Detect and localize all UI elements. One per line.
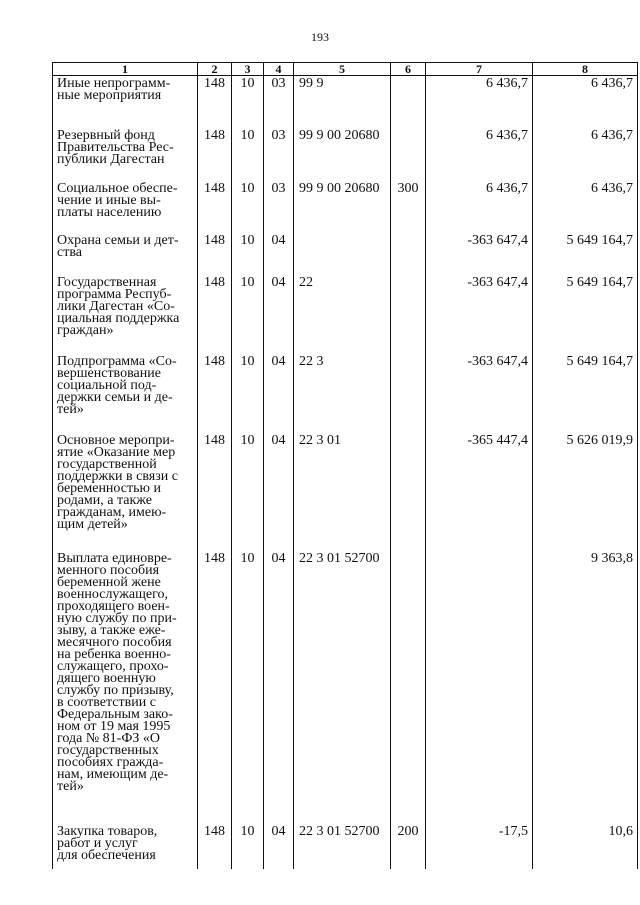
cell-col8	[533, 76, 638, 128]
cell-col7-text: -365 447,4	[467, 432, 528, 448]
column-header: 8	[533, 63, 638, 76]
cell-col4	[264, 76, 294, 128]
row-name-text: Государственная программа Респуб- лики Дагестан «Со- циальная поддержка граждан»	[57, 274, 180, 338]
cell-col4	[264, 551, 294, 824]
cell-col6	[391, 76, 426, 128]
column-header: 7	[426, 63, 533, 76]
cell-col5-text: 22 3 01	[299, 432, 341, 448]
row-name-text: Резервный фонд Правительства Рес- публики Дагестан	[57, 127, 174, 167]
cell-col3-text: 10	[240, 180, 255, 196]
cell-col4	[264, 824, 294, 869]
cell-col2	[198, 824, 232, 869]
cell-col6-text	[391, 128, 425, 130]
cell-col3-text: 10	[240, 353, 255, 369]
cell-col5-text: 22 3 01 52700	[299, 823, 380, 839]
cell-col6-text	[391, 275, 425, 277]
column-header: 6	[391, 63, 426, 76]
cell-col4-text: 04	[271, 232, 286, 248]
cell-col3-text: 10	[240, 432, 255, 448]
cell-col3-text: 10	[240, 127, 255, 143]
cell-col7-text: -363 647,4	[467, 353, 528, 369]
column-header: 1	[53, 63, 198, 76]
cell-col8	[533, 433, 638, 551]
cell-col3	[232, 76, 264, 128]
cell-col5-text: 22	[299, 274, 313, 290]
cell-col6-text	[391, 551, 425, 553]
cell-col3-text: 10	[240, 823, 255, 839]
cell-col8-text: 5 649 164,7	[566, 232, 633, 248]
cell-col8	[533, 551, 638, 824]
row-name	[53, 181, 198, 233]
cell-col2-text: 148	[204, 823, 225, 839]
row-name	[53, 551, 198, 824]
cell-col2-text: 148	[204, 432, 225, 448]
cell-col7	[426, 275, 533, 354]
row-name	[53, 354, 198, 433]
cell-col6-text	[391, 354, 425, 356]
cell-col7-text: -363 647,4	[467, 274, 528, 290]
row-name-text: Выплата единовре- менного пособия беременной жене военнослужащего, проходящего воен- ную службу по при- зыву, а также еже- месячного пособия на ребенка военно- служащего, прохо- дящего военную службу по призыву, в соответствии с Федеральным зако- ном от 19 мая 1995 года № 81-ФЗ «О государственных пособиях гражда- нам, имеющим де- тей»	[57, 550, 177, 794]
cell-col2-text: 148	[204, 274, 225, 290]
cell-col8	[533, 181, 638, 233]
table-row	[53, 551, 638, 824]
cell-col7	[426, 354, 533, 433]
cell-col6-text	[391, 233, 425, 235]
cell-col4-text: 03	[271, 76, 286, 91]
row-name	[53, 76, 198, 128]
row-name	[53, 233, 198, 275]
cell-col4	[264, 181, 294, 233]
cell-col3-text: 10	[240, 550, 255, 566]
cell-col4-text: 04	[271, 823, 286, 839]
cell-col6	[391, 275, 426, 354]
page-number: 193	[311, 30, 329, 44]
table-row	[53, 76, 638, 128]
table-row	[53, 354, 638, 433]
cell-col4-text: 04	[271, 550, 286, 566]
cell-col3-text: 10	[240, 274, 255, 290]
cell-col3	[232, 824, 264, 869]
cell-col7	[426, 551, 533, 824]
cell-col2	[198, 433, 232, 551]
cell-col8-text: 5 649 164,7	[566, 353, 633, 369]
cell-col3-text: 10	[240, 76, 255, 91]
cell-col2	[198, 181, 232, 233]
cell-col8-text: 5 626 019,9	[566, 432, 633, 448]
cell-col2-text: 148	[204, 127, 225, 143]
cell-col5	[294, 551, 391, 824]
column-header: 5	[294, 63, 391, 76]
cell-col6	[391, 433, 426, 551]
cell-col3	[232, 354, 264, 433]
cell-col3	[232, 181, 264, 233]
table-row	[53, 233, 638, 275]
cell-col8	[533, 128, 638, 181]
cell-col6	[391, 233, 426, 275]
table-row	[53, 275, 638, 354]
cell-col4	[264, 128, 294, 181]
cell-col4-text: 04	[271, 432, 286, 448]
table-row	[53, 433, 638, 551]
row-name	[53, 275, 198, 354]
cell-col4-text: 03	[271, 127, 286, 143]
cell-col7-text: 6 436,7	[486, 127, 528, 143]
cell-col4-text: 03	[271, 180, 286, 196]
row-name	[53, 128, 198, 181]
cell-col4	[264, 275, 294, 354]
cell-col6	[391, 551, 426, 824]
cell-col8-text: 6 436,7	[591, 127, 633, 143]
row-name-text: Иные непрограмм- ные мероприятия	[57, 76, 171, 103]
cell-col5-text	[299, 233, 390, 235]
row-name	[53, 824, 198, 869]
cell-col3	[232, 128, 264, 181]
cell-col7-text: 6 436,7	[486, 76, 528, 91]
cell-col5	[294, 128, 391, 181]
cell-col6	[391, 181, 426, 233]
cell-col5	[294, 233, 391, 275]
cell-col2-text: 148	[204, 550, 225, 566]
cell-col7	[426, 233, 533, 275]
cell-col3	[232, 275, 264, 354]
cell-col6	[391, 824, 426, 869]
column-header: 4	[264, 63, 294, 76]
cell-col3	[232, 551, 264, 824]
cell-col2	[198, 128, 232, 181]
header-row	[53, 63, 638, 76]
table-row	[53, 128, 638, 181]
table-row	[53, 181, 638, 233]
cell-col4-text: 04	[271, 274, 286, 290]
cell-col7	[426, 433, 533, 551]
cell-col3	[232, 233, 264, 275]
column-header: 3	[232, 63, 264, 76]
cell-col7	[426, 128, 533, 181]
cell-col5-text: 99 9	[299, 76, 324, 91]
cell-col5	[294, 76, 391, 128]
cell-col6-text: 200	[397, 823, 419, 839]
cell-col5	[294, 275, 391, 354]
cell-col5	[294, 181, 391, 233]
cell-col8	[533, 354, 638, 433]
cell-col6-text: 300	[397, 180, 419, 196]
cell-col2-text: 148	[204, 232, 225, 248]
cell-col5-text: 99 9 00 20680	[299, 127, 380, 143]
cell-col2	[198, 354, 232, 433]
cell-col7	[426, 181, 533, 233]
cell-col5-text: 22 3 01 52700	[299, 550, 380, 566]
cell-col5	[294, 824, 391, 869]
cell-col8-text: 6 436,7	[591, 76, 633, 91]
cell-col6-text	[391, 433, 425, 435]
cell-col6	[391, 354, 426, 433]
cell-col8	[533, 275, 638, 354]
cell-col6	[391, 128, 426, 181]
cell-col2	[198, 551, 232, 824]
cell-col8-text: 10,6	[608, 823, 633, 839]
cell-col2-text: 148	[204, 180, 225, 196]
cell-col7-text: 6 436,7	[486, 180, 528, 196]
cell-col2-text: 148	[204, 76, 225, 91]
cell-col5-text: 99 9 00 20680	[299, 180, 380, 196]
cell-col4	[264, 233, 294, 275]
cell-col7-text: -17,5	[498, 823, 528, 839]
cell-col8-text: 9 363,8	[591, 550, 633, 566]
cell-col7-text	[426, 551, 528, 553]
cell-col7-text: -363 647,4	[467, 232, 528, 248]
row-name-text: Охрана семьи и дет- ства	[57, 232, 179, 260]
cell-col3-text: 10	[240, 232, 255, 248]
row-name	[53, 433, 198, 551]
row-name-text: Социальное обеспе- чение и иные вы- платы населению	[57, 180, 178, 220]
budget-table	[52, 62, 638, 869]
cell-col2	[198, 275, 232, 354]
cell-col4	[264, 433, 294, 551]
cell-col4	[264, 354, 294, 433]
cell-col5	[294, 354, 391, 433]
cell-col2	[198, 76, 232, 128]
column-header: 2	[198, 63, 232, 76]
cell-col3	[232, 433, 264, 551]
cell-col7	[426, 824, 533, 869]
cell-col5-text: 22 3	[299, 353, 324, 369]
table-row	[53, 824, 638, 869]
cell-col2-text: 148	[204, 353, 225, 369]
cell-col8-text: 5 649 164,7	[566, 274, 633, 290]
row-name-text: Подпрограмма «Со- вершенствование социальной под- держки семьи и де- тей»	[57, 353, 177, 417]
cell-col8	[533, 233, 638, 275]
cell-col2	[198, 233, 232, 275]
cell-col7	[426, 76, 533, 128]
cell-col4-text: 04	[271, 353, 286, 369]
cell-col8-text: 6 436,7	[591, 180, 633, 196]
row-name-text: Закупка товаров, работ и услуг для обеспечения	[57, 823, 158, 863]
cell-col6-text	[391, 76, 425, 78]
row-name-text: Основное меропри- ятие «Оказание мер государственной поддержки в связи с беременностью и родами, а также гражданам, имею- щим детей»	[57, 432, 178, 532]
cell-col8	[533, 824, 638, 869]
cell-col5	[294, 433, 391, 551]
